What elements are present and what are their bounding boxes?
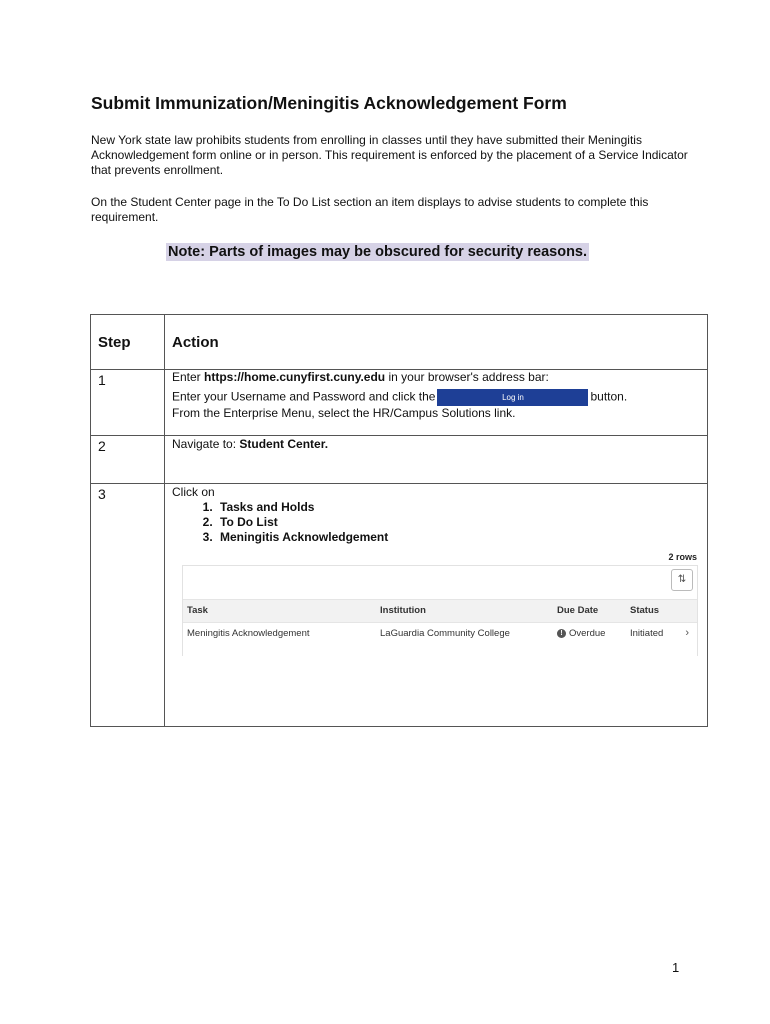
header-action: Action [172,334,219,351]
rows-count: 2 rows [668,552,697,562]
grid-header [183,599,697,623]
step3-text [172,485,388,545]
cunyfirst-url: https://home.cunyfirst.cuny.edu [204,370,386,384]
step1-line3: From the Enterprise Menu, select the HR/Campus Solutions link. [172,406,516,420]
col-task: Task [187,605,208,616]
todo-grid [182,565,698,656]
student-center-label: Student Center. [239,437,329,451]
col-institution: Institution [380,605,426,616]
list-item: 1. Tasks and Holds [216,500,388,515]
due-date-cell [557,628,605,639]
step3-intro: Click on [172,485,215,499]
list-item: 2. To Do List [216,515,388,530]
student-center-paragraph: On the Student Center page in the To Do List section an item displays to advise students to complete this requirement. [91,195,649,224]
steps-table [90,314,708,727]
step1-line2 [172,389,627,406]
col-status: Status [630,605,660,616]
overdue-label: Overdue [569,628,606,639]
step3-list [172,500,388,545]
intro-paragraph: New York state law prohibits students from enrolling in classes until they have submitted their Meningitis Acknowledgement form online or in person. This requirement is enforced by the placement of a Service Indicator that prevents enrollment. [91,133,688,177]
security-note: Note: Parts of images may be obscured for security reasons. [168,244,588,260]
row-divider [91,435,707,436]
login-button[interactable]: Log in [437,389,588,406]
todo-list-screenshot [182,552,697,652]
step2-text [172,437,328,452]
step1-line2-pre: Enter your Username and Password and click the [172,389,436,404]
step1-line1-post: in your browser's address bar: [385,370,549,384]
page-number: 1 [672,960,680,975]
step1-line1 [172,370,549,385]
page-title: Submit Immunization/Meningitis Acknowledgement Form [91,93,567,113]
warning-icon: ! [557,629,566,638]
institution-cell: LaGuardia Community College [380,628,510,639]
step2-pre: Navigate to: [172,437,240,451]
header-step: Step [98,334,131,351]
row-divider [91,483,707,484]
column-divider [164,315,165,726]
step-number: 2 [98,438,106,454]
step1-line1-pre: Enter [172,370,205,384]
col-due-date: Due Date [557,605,599,616]
status-cell: Initiated [630,628,664,639]
sort-icon[interactable]: ⇅ [671,569,693,591]
step1-line2-post: button. [590,389,628,404]
chevron-right-icon[interactable]: › [685,627,689,639]
step-number: 1 [98,372,106,388]
task-cell[interactable]: Meningitis Acknowledgement [187,628,310,639]
step-number: 3 [98,486,106,502]
list-item: 3. Meningitis Acknowledgement [216,530,388,545]
